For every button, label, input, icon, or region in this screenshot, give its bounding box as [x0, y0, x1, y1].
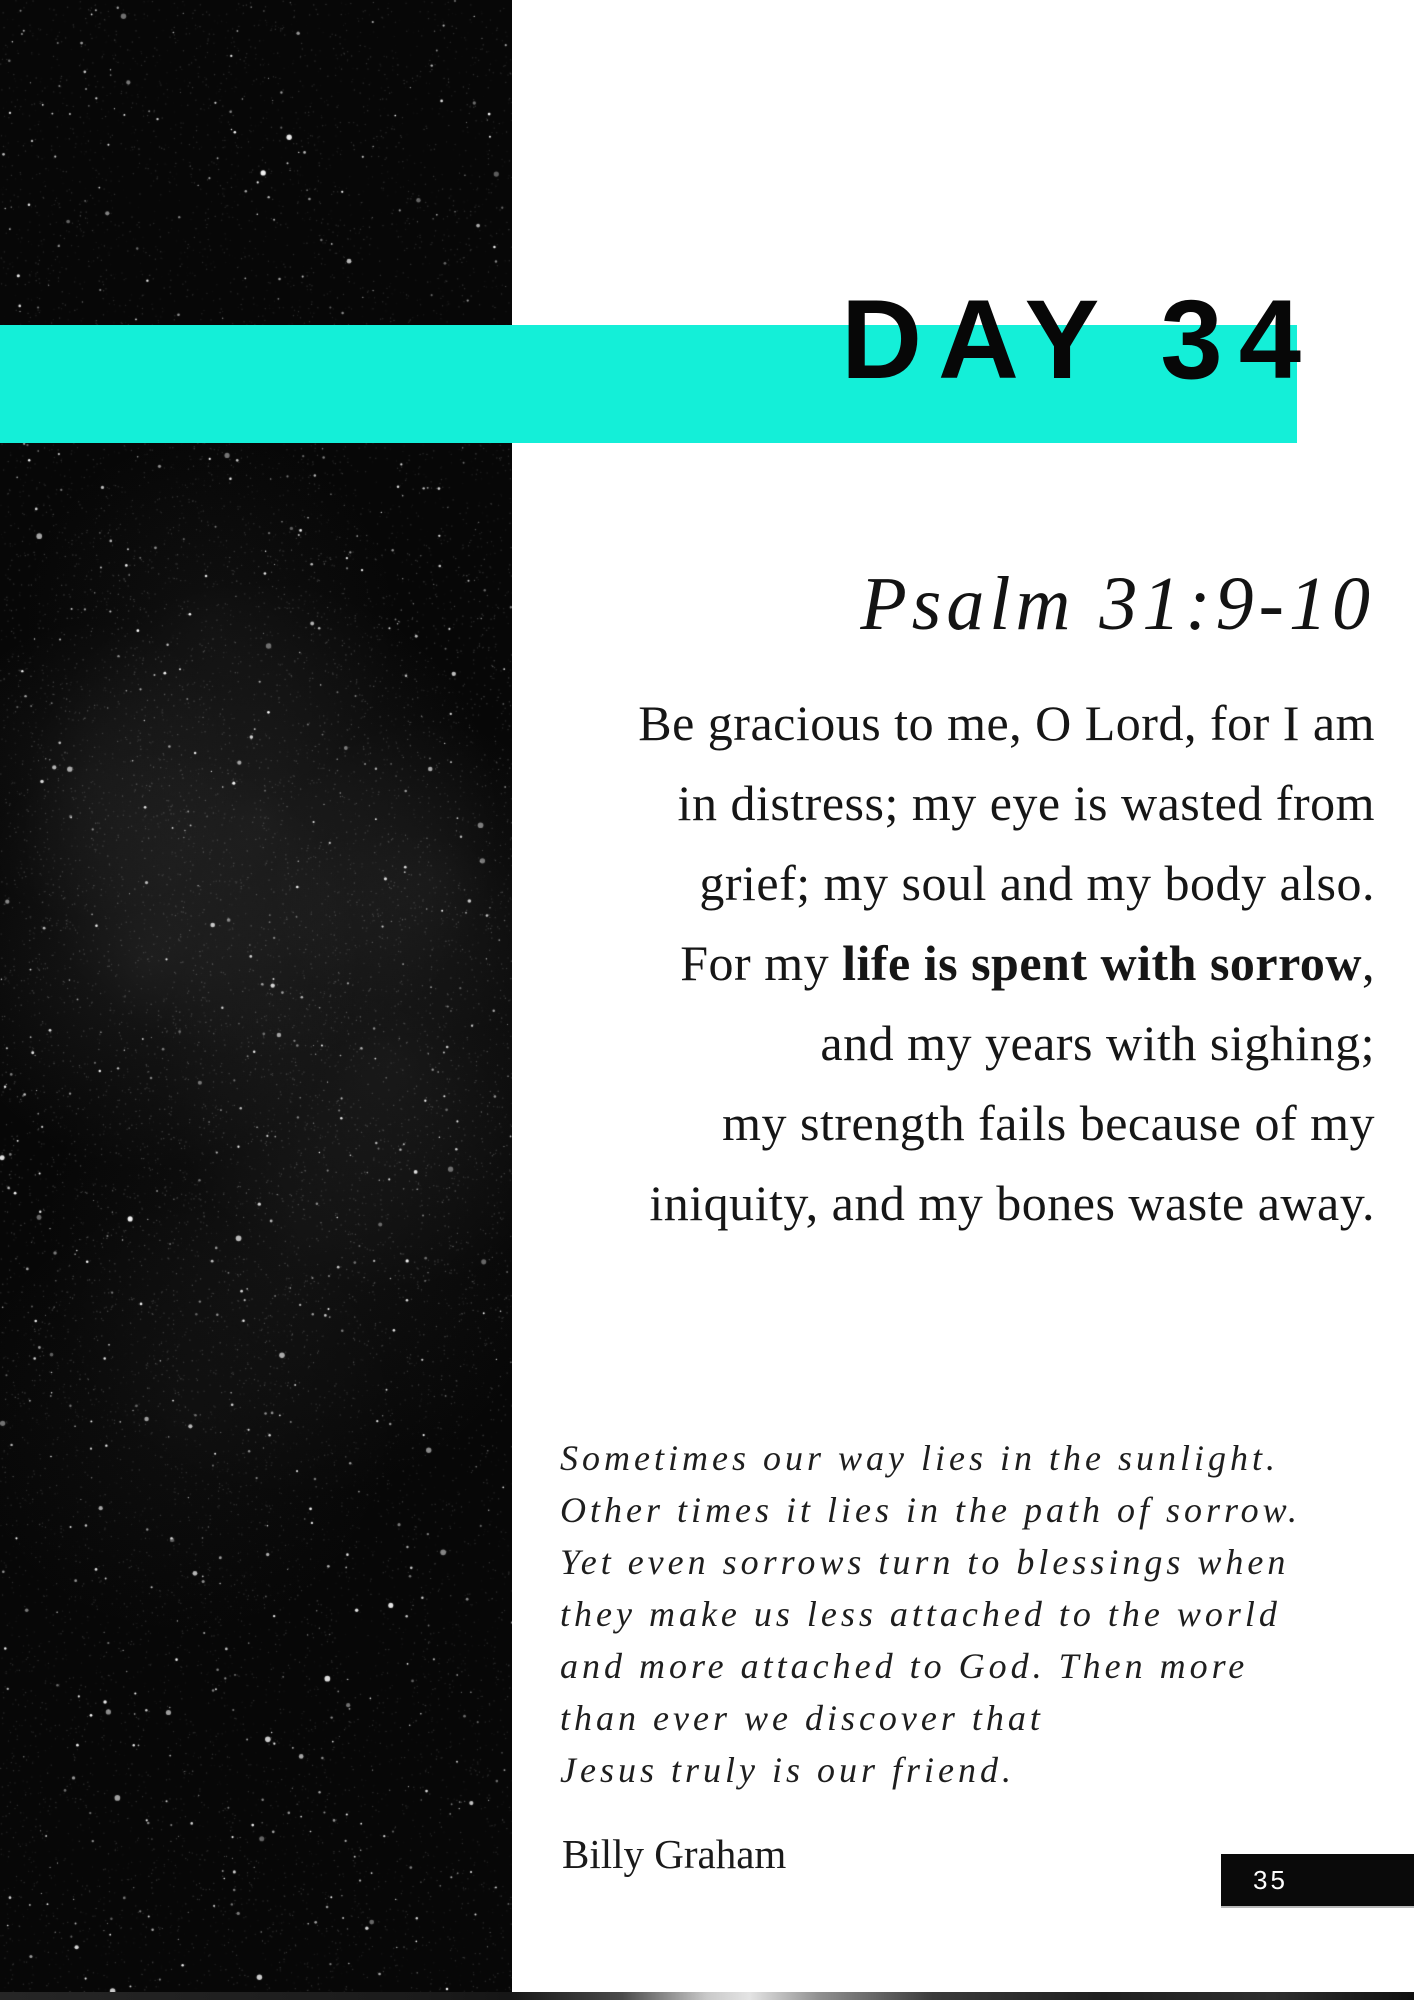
- scripture-line: in distress; my eye is wasted from: [677, 775, 1375, 831]
- scripture-line: grief; my soul and my body also.: [699, 855, 1375, 911]
- scripture-line: iniquity, and my bones waste away.: [649, 1175, 1375, 1231]
- scripture-line: Be gracious to me, O Lord, for I am: [638, 695, 1375, 751]
- page-number-badge: [1221, 1854, 1414, 1908]
- quote-line: than ever we discover that: [560, 1698, 1044, 1738]
- page-number: 35: [1253, 1864, 1288, 1895]
- day-title: DAY 34: [841, 277, 1317, 402]
- scripture-line: and my years with sighing;: [820, 1015, 1375, 1071]
- starfield-photo-strip: [0, 0, 512, 1992]
- quote-line: and more attached to God. Then more: [560, 1646, 1249, 1686]
- quote-line: Yet even sorrows turn to blessings when: [560, 1542, 1290, 1582]
- scripture-reference: Psalm 31:9-10: [860, 562, 1375, 646]
- quote-attribution: Billy Graham: [562, 1831, 787, 1877]
- quote-line: they make us less attached to the world: [560, 1594, 1281, 1634]
- bottom-photo-strip: [0, 1992, 1414, 2000]
- quote-line: Jesus truly is our friend.: [560, 1750, 1015, 1790]
- devotional-quote: [560, 1432, 1400, 1796]
- scripture-text: [535, 683, 1375, 1243]
- quote-line: Sometimes our way lies in the sunlight.: [560, 1438, 1279, 1478]
- scripture-line: For my life is spent with sorrow,: [680, 935, 1375, 991]
- scripture-line: my strength fails because of my: [722, 1095, 1375, 1151]
- quote-line: Other times it lies in the path of sorrow.: [560, 1490, 1301, 1530]
